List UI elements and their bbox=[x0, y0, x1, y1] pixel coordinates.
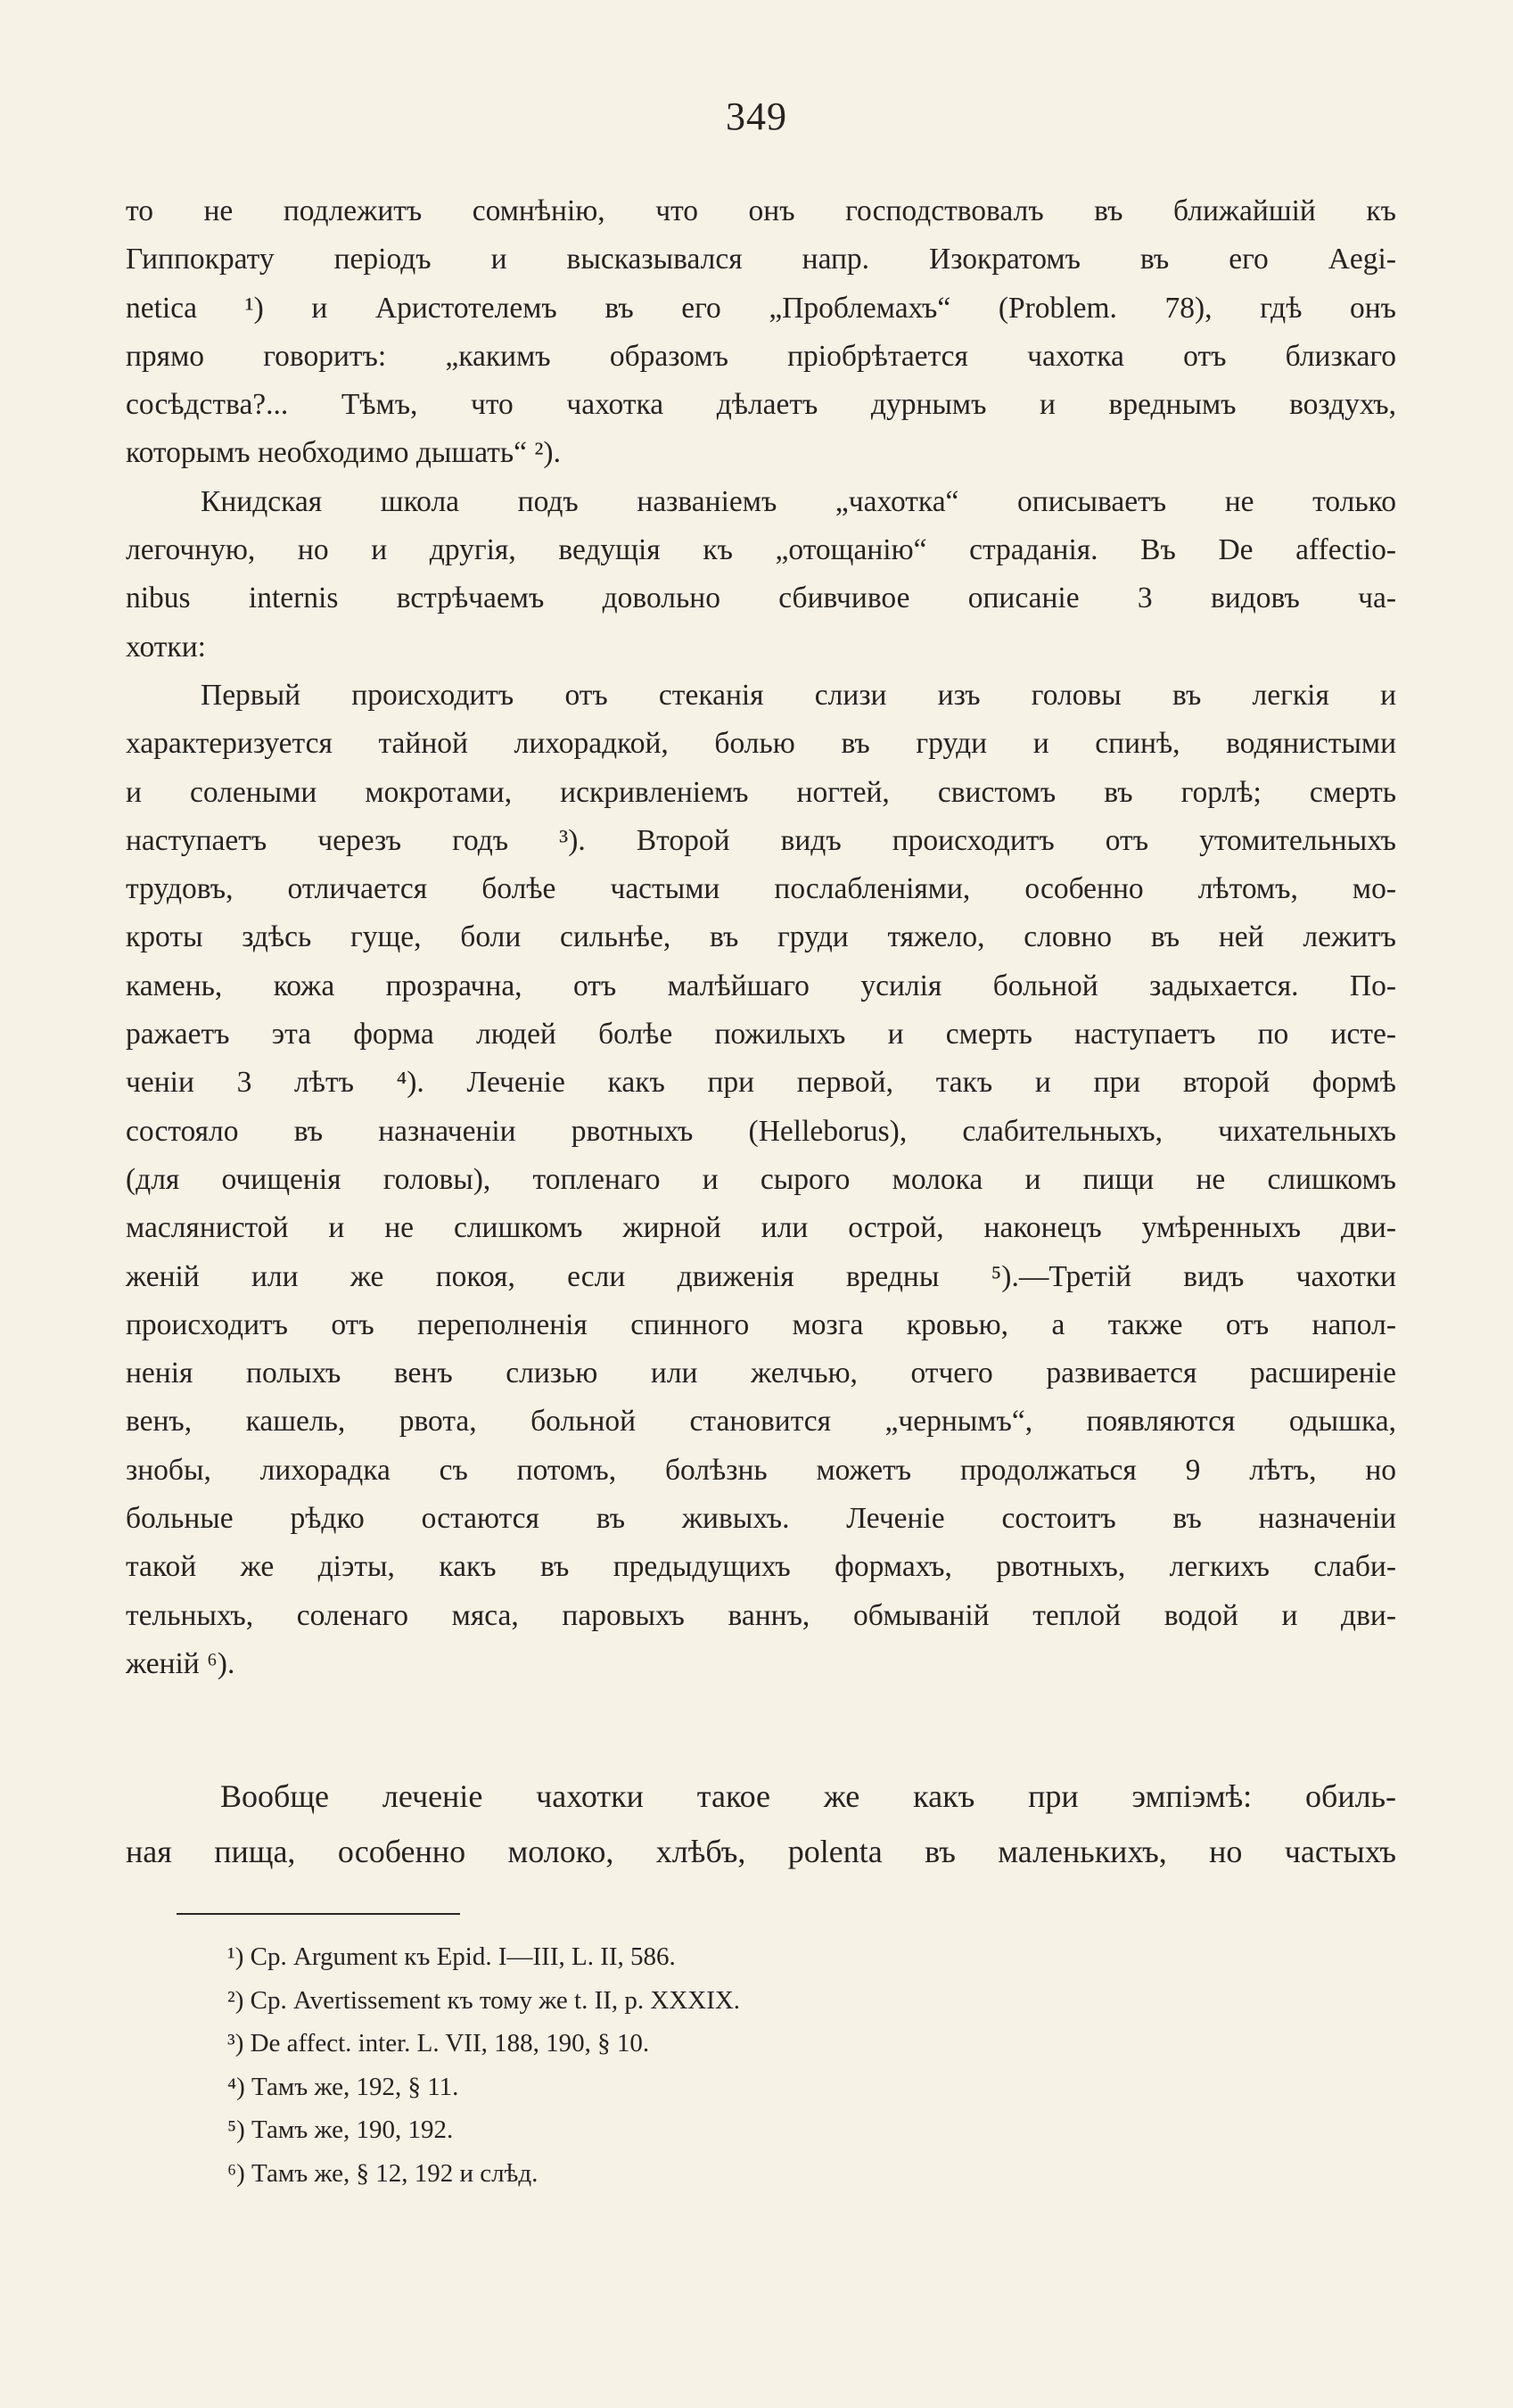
text-line: такой же діэты, какъ въ предыдущихъ формахъ, рвотныхъ, легкихъ слаби- bbox=[126, 1550, 1396, 1584]
footnote-item: ²) Ср. Avertissement къ тому же t. II, p. XXXIX. bbox=[227, 1985, 741, 2015]
text-line: больные рѣдко остаются въ живыхъ. Леченіе состоитъ въ назначеніи bbox=[126, 1502, 1396, 1536]
text-line: венъ, кашель, рвота, больной становится „чернымъ“, появляются одышка, bbox=[126, 1405, 1396, 1439]
text-line: тельныхъ, соленаго мяса, паровыхъ ваннъ, обмываній теплой водой и дви- bbox=[126, 1598, 1396, 1632]
text-line: женій ⁶). bbox=[126, 1646, 235, 1680]
text-line: nibus internis встрѣчаемъ довольно сбивчивое описаніе 3 видовъ ча- bbox=[126, 581, 1396, 615]
footnote-item: ⁵) Тамъ же, 190, 192. bbox=[227, 2115, 454, 2144]
text-line: хотки: bbox=[126, 630, 206, 664]
page-number: 349 bbox=[726, 95, 787, 138]
text-line: ченіи 3 лѣтъ ⁴). Леченіе какъ при первой, такъ и при второй формѣ bbox=[126, 1066, 1396, 1100]
text-line: то не подлежитъ сомнѣнію, что онъ господствовалъ въ ближайшій къ bbox=[126, 194, 1396, 227]
text-line: которымъ необходимо дышать“ ²). bbox=[126, 436, 561, 470]
text-line: netica ¹) и Аристотелемъ въ его „Проблемахъ“ (Problem. 78), гдѣ онъ bbox=[126, 291, 1396, 325]
footnote-item: ¹) Ср. Argument къ Epid. I—III, L. II, 586. bbox=[227, 1942, 676, 1971]
footnote-item: ⁶) Тамъ же, § 12, 192 и слѣд. bbox=[227, 2158, 539, 2188]
text-line: Вообще леченіе чахотки такое же какъ при эмпіэмѣ: обиль- bbox=[220, 1778, 1396, 1814]
footnote-divider bbox=[177, 1913, 460, 1915]
text-line: сосѣдства?... Тѣмъ, что чахотка дѣлаетъ дурнымъ и вреднымъ воздухъ, bbox=[126, 388, 1396, 422]
text-line: Первый происходитъ отъ стеканія слизи изъ головы въ легкія и bbox=[201, 678, 1396, 712]
text-line: Книдская школа подъ названіемъ „чахотка“ описываетъ не только bbox=[201, 484, 1396, 518]
main-text bbox=[126, 187, 1396, 1688]
footnote-item: ⁴) Тамъ же, 192, § 11. bbox=[227, 2072, 459, 2101]
text-line: характеризуется тайной лихорадкой, болью въ груди и спинѣ, водянистыми bbox=[126, 727, 1396, 761]
text-line: ражаетъ эта форма людей болѣе пожилыхъ и смерть наступаетъ по исте- bbox=[126, 1018, 1396, 1051]
text-line: женій или же покоя, если движенія вредны ⁵).—Третій видъ чахотки bbox=[126, 1259, 1396, 1293]
text-line: наступаетъ черезъ годъ ³). Второй видъ происходитъ отъ утомительныхъ bbox=[126, 823, 1396, 857]
footnotes bbox=[227, 1935, 1208, 2195]
text-line: происходитъ отъ переполненія спинного мозга кровью, а также отъ напол- bbox=[126, 1307, 1396, 1341]
text-line: Гиппократу періодъ и высказывался напр. Изократомъ въ его Aegi- bbox=[126, 243, 1396, 276]
text-line: трудовъ, отличается болѣе частыми послабленіями, особенно лѣтомъ, мо- bbox=[126, 872, 1396, 906]
text-line: ненія полыхъ венъ слизью или желчью, отчего развивается расширеніе bbox=[126, 1357, 1396, 1390]
text-line: ная пища, особенно молоко, хлѣбъ, polenta въ маленькихъ, но частыхъ bbox=[126, 1834, 1396, 1869]
text-line: кроты здѣсь гуще, боли сильнѣе, въ груди тяжело, словно въ ней лежитъ bbox=[126, 920, 1396, 954]
text-line: и солеными мокротами, искривленіемъ ногтей, свистомъ въ горлѣ; смерть bbox=[126, 775, 1396, 809]
footnote-item: ³) De affect. inter. L. VII, 188, 190, § 10. bbox=[227, 2029, 650, 2058]
text-line: прямо говоритъ: „какимъ образомъ пріобрѣтается чахотка отъ близкаго bbox=[126, 339, 1396, 373]
text-line: маслянистой и не слишкомъ жирной или острой, наконецъ умѣренныхъ дви- bbox=[126, 1211, 1396, 1245]
text-line: состояло въ назначеніи рвотныхъ (Helleborus), слабительныхъ, чихательныхъ bbox=[126, 1114, 1396, 1148]
text-line: камень, кожа прозрачна, отъ малѣйшаго усилія больной задыхается. По- bbox=[126, 969, 1396, 1002]
text-line: (для очищенія головы), топленаго и сырого молока и пищи не слишкомъ bbox=[126, 1162, 1396, 1196]
text-line: легочную, но и другія, ведущія къ „отощанію“ страданія. Въ De affectio- bbox=[126, 533, 1396, 567]
text-line: знобы, лихорадка съ потомъ, болѣзнь можетъ продолжаться 9 лѣтъ, но bbox=[126, 1453, 1396, 1487]
closing-paragraph bbox=[126, 1769, 1396, 1879]
